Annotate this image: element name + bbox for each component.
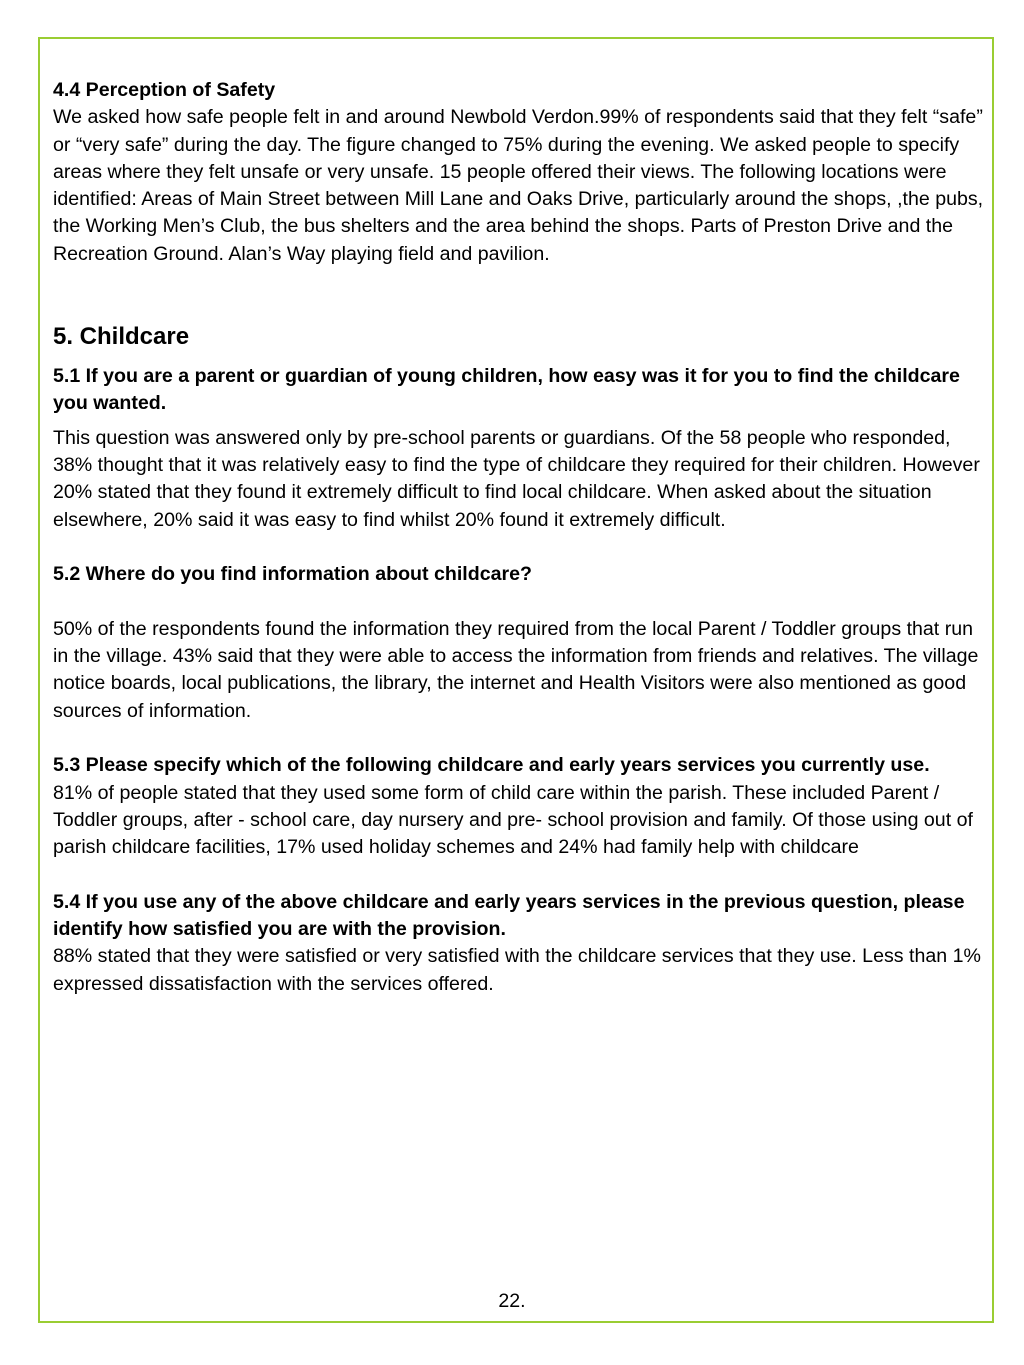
question-5-1: 5.1 If you are a parent or guardian of young children, how easy was it for you to find the childcare you wanted. — [53, 365, 960, 415]
question-5-4: 5.4 If you use any of the above childcare and early years services in the previous question, please identify how satisfied you are with the provision. — [53, 890, 965, 941]
spacer — [53, 725, 988, 752]
safety-heading: 4.4 Perception of Safety — [53, 79, 276, 101]
spacer — [53, 588, 988, 615]
spacer — [53, 534, 988, 561]
safety-paragraph: We asked how safe people felt in and around Newbold Verdon.99% of respondents said that they felt “safe” or “very safe” during the day. The figure changed to 75% during the evening. We asked people to specify areas where they felt unsafe or very unsafe. 15 people offered their views. The following locations were identified: Areas of Main Street between Mill Lane and Oaks Drive, particularly around the shops, ,the pubs, the Working Men’s Club, the bus shelters and the area behind the shops. Parts of Preston Drive and the Recreation Ground. Alan’s Way playing field and pavilion. — [53, 106, 984, 265]
childcare-heading: 5. Childcare — [53, 323, 190, 351]
spacer — [53, 418, 988, 425]
answer-5-4: 88% stated that they were satisfied or very satisfied with the childcare services that they use. Less than 1% expressed dissatisfaction with the services offered. — [53, 945, 981, 995]
answer-5-3: 81% of people stated that they used some form of child care within the parish. These included Parent / Toddler groups, after - school care, day nursery and pre- school provision and family. Of those using out of parish childcare facilities, 17% used holiday schemes and 24% had family help with childcare — [53, 781, 973, 859]
spacer — [53, 861, 988, 888]
question-5-3: 5.3 Please specify which of the following childcare and early years services you currently use. — [53, 754, 930, 777]
document-body — [53, 77, 988, 998]
answer-5-1: This question was answered only by pre-school parents or guardians. Of the 58 people who responded, 38% thought that it was relatively easy to find the type of childcare they required for their children. However 20% stated that they found it extremely difficult to find local childcare. When asked about the situation elsewhere, 20% said it was easy to find whilst 20% found it extremely difficult. — [53, 426, 980, 531]
page-number: 22. — [498, 1290, 526, 1312]
answer-5-2: 50% of the respondents found the information they required from the local Parent / Toddler groups that run in the village. 43% said that they were able to access the information from friends and relatives. The village notice boards, local publications, the library, the internet and Health Visitors were also mentioned as good sources of information. — [53, 617, 979, 722]
question-5-2: 5.2 Where do you find information about childcare? — [53, 563, 532, 586]
